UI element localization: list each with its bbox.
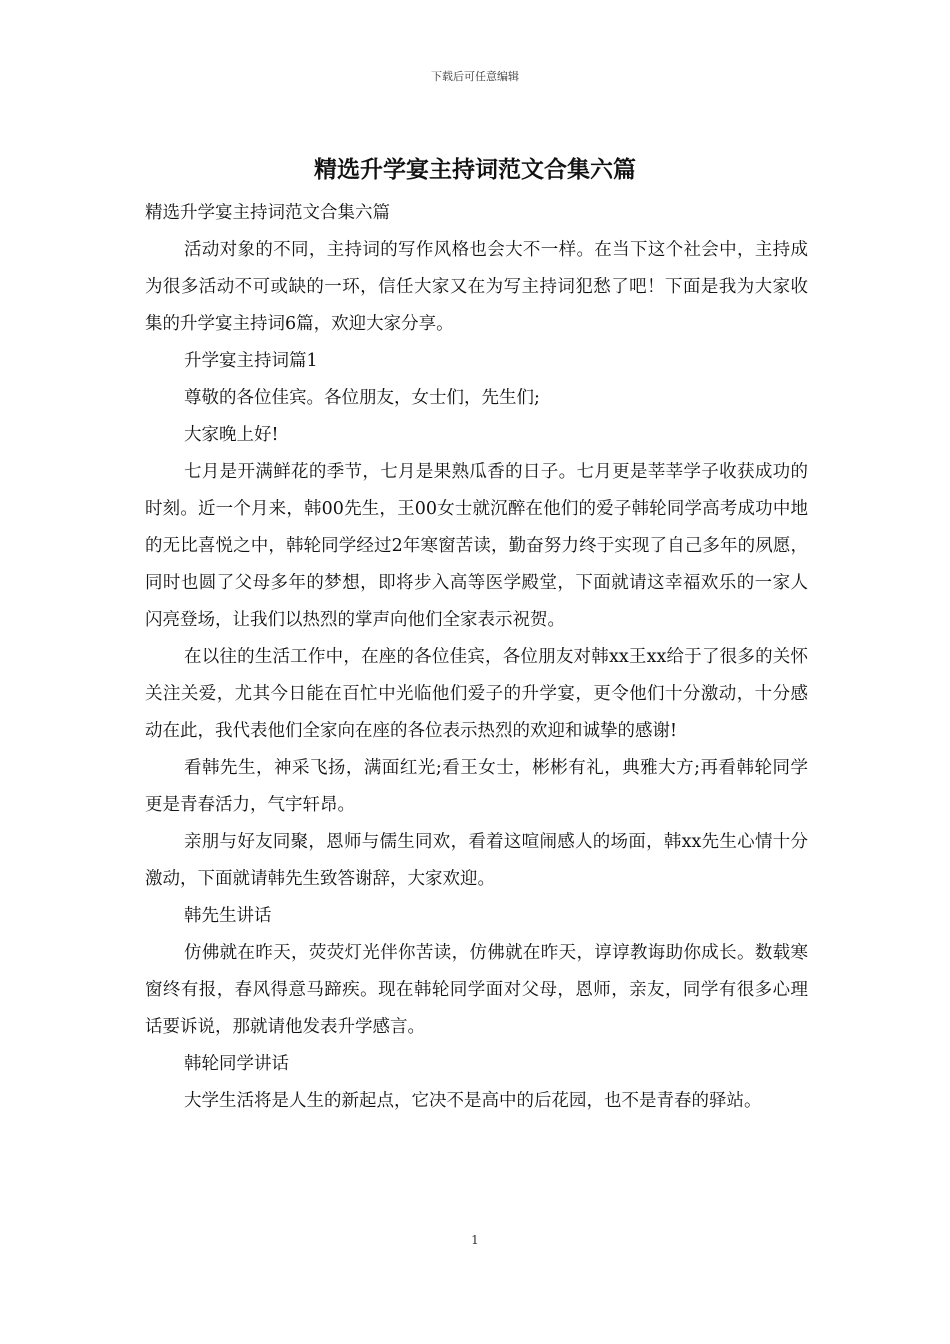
paragraph: 亲朋与好友同聚，恩师与儒生同欢，看着这喧闹感人的场面，韩xx先生心情十分激动，下面就请韩先生致答谢辞，大家欢迎。 — [145, 832, 808, 889]
header-note: 下载后可任意编辑 — [431, 70, 519, 83]
document-title: 精选升学宴主持词范文合集六篇 — [314, 156, 636, 183]
paragraph: 在以往的生活工作中，在座的各位佳宾，各位朋友对韩xx王xx给于了很多的关怀关注关爱，尤其今日能在百忙中光临他们爱子的升学宴，更令他们十分激动，十分感动在此，我代表他们全家向在座的各位表示热烈的欢迎和诚挚的感谢! — [145, 647, 808, 741]
section-heading: 韩轮同学讲话 — [184, 1054, 289, 1074]
paragraph: 大家晚上好! — [184, 425, 279, 445]
paragraph: 七月是开满鲜花的季节，七月是果熟瓜香的日子。七月更是莘莘学子收获成功的时刻。近一个月来，韩00先生，王00女士就沉醉在他们的爱子韩轮同学高考成功中地的无比喜悦之中，韩轮同学经过2年寒窗苦读，勤奋努力终于实现了自己多年的夙愿，同时也圆了父母多年的梦想，即将步入高等医学殿堂，下面就请这幸福欢乐的一家人闪亮登场，让我们以热烈的掌声向他们全家表示祝贺。 — [145, 462, 808, 630]
paragraph-subtitle: 精选升学宴主持词范文合集六篇 — [145, 203, 390, 223]
paragraph: 尊敬的各位佳宾。各位朋友，女士们，先生们; — [184, 388, 540, 408]
section-heading: 升学宴主持词篇1 — [184, 351, 318, 371]
paragraph: 活动对象的不同，主持词的写作风格也会大不一样。在当下这个社会中，主持成为很多活动不可或缺的一环，信任大家又在为写主持词犯愁了吧！下面是我为大家收集的升学宴主持词6篇，欢迎大家分享。 — [145, 240, 808, 334]
document-body — [145, 195, 808, 1120]
paragraph: 大学生活将是人生的新起点，它决不是高中的后花园，也不是青春的驿站。 — [184, 1091, 762, 1111]
section-heading: 韩先生讲话 — [184, 906, 272, 926]
page-number: 1 — [471, 1233, 479, 1247]
paragraph: 看韩先生，神采飞扬，满面红光;看王女士，彬彬有礼，典雅大方;再看韩轮同学更是青春活力，气宇轩昂。 — [145, 758, 808, 815]
paragraph: 仿佛就在昨天，荧荧灯光伴你苦读，仿佛就在昨天，谆谆教诲助你成长。数载寒窗终有报，春风得意马蹄疾。现在韩轮同学面对父母，恩师，亲友，同学有很多心理话要诉说，那就请他发表升学感言。 — [145, 943, 808, 1037]
